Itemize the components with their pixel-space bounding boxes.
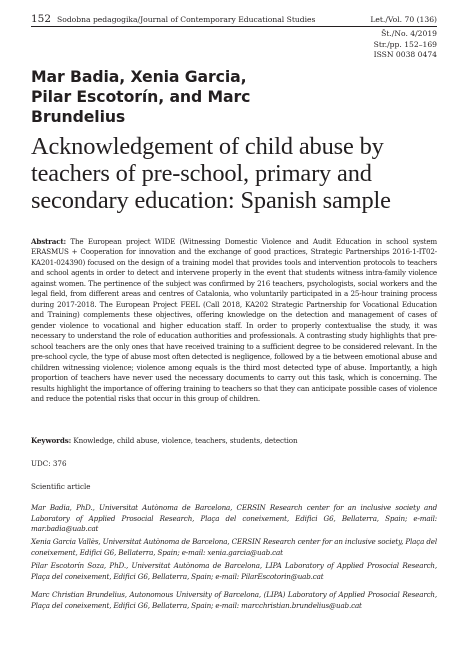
keywords (31, 436, 437, 447)
page-range: Str./pp. 152–169 (373, 39, 437, 49)
affiliation-escotorin: Pilar Escotorín Soza, PhD., Universitat Autònoma de Barcelona, LIPA Laboratory of Applied Prosocial Research, Plaça del coneixement, Edifici G6, Bellaterra, Spain; e-mail: PilarEscotorin@uab.cat (31, 561, 437, 581)
affiliation-brundelius: Marc Christian Brundelius, Autonomous University of Barcelona, (LIPA) Laboratory of Applied Prosocial Research, Plaça del coneixement, Edifici G6, Bellaterra, Spain; e-mail: marcchristian.brundelius@uab.cat (31, 590, 437, 610)
keywords-label: Keywords: (31, 436, 72, 445)
abstract-text: The European project WIDE (Witnessing Domestic Violence and Audit Education in school system ERASMUS + Cooperation for innovation and the exchange of good practices, Strategic Partnerships 2016-1-IT02-KA201-024390) focused on the design of a training model that provides tools and intervention protocols to teachers and school agents in order to detect and intervene properly in the event that students witness intra-family violence against women. The pertinence of the subject was confirmed by 216 teachers, psychologists, social workers and the legal field, from different areas and centres of Catalonia, who voluntarily participated in a 25-hour training process during 2017-2018. The European Project FEEL (Call 2018, KA202 Strategic Partnership for Vocational Education and Training) complements these objectives, offering knowledge on the detection and management of cases of gender violence to vocational and higher education staff. In order to properly contextualise the study, it was necessary to understand the role of education authorities and professionals. A contrasting study highlights that pre-school teachers are the only ones that have received training to a sufficient degree to be considered relevant. In the pre-school cycle, the type of abuse most often detected is negligence, followed by a tie between emotional abuse and children witnessing violence; violence among equals is the third most detected type of abuse. Importantly, a high proportion of teachers have never used the necessary documents to carry out this task, which is concerning. The results highlight the importance of offering training to teachers so that they can anticipate possible cases of violence and reduce the potential risks that occur in this group of children. (31, 237, 437, 404)
running-header (31, 13, 437, 25)
keywords-text: Knowledge, child abuse, violence, teachers, students, detection (73, 436, 298, 445)
header-rule (31, 26, 437, 27)
authors-line-1: Mar Badia, Xenia Garcia, (31, 67, 247, 86)
page-number: 152 (31, 13, 52, 25)
affiliation-badia: Mar Badia, PhD., Universitat Autònoma de Barcelona, CERSIN Research center for an inclusive society and Laboratory of Applied Prosocial Research, Plaça del coneixement, Edifici G6, Bellaterra, Spain; e-mail: mar.badia@uab.cat (31, 503, 437, 533)
article-title: Acknowledgement of child abuse by teachers of pre-school, primary and secondary education: Spanish sample (31, 133, 391, 214)
article-type: Scientific article (31, 482, 91, 491)
volume-info: Let./Vol. 70 (136) (370, 15, 437, 24)
affiliation-garcia: Xenia Garcia Vallès, Universitat Autònoma de Barcelona, CERSIN Research center for an inclusive society, Plaça del coneixement, Edifici G6, Bellaterra, Spain; e-mail: xenia.garcia@uab.cat (31, 537, 437, 557)
udc-code: UDC: 376 (31, 459, 67, 468)
author-list (31, 67, 331, 127)
abstract (31, 237, 437, 405)
authors-line-2: Pilar Escotorín, and Marc Brundelius (31, 87, 251, 126)
abstract-label: Abstract: (31, 237, 66, 246)
issue-meta (374, 29, 437, 61)
issue-number: Št./No. 4/2019 (381, 29, 437, 38)
journal-name: Sodobna pedagogika/Journal of Contemporary Educational Studies (57, 15, 316, 24)
issn: ISSN 0038 0474 (373, 50, 437, 60)
